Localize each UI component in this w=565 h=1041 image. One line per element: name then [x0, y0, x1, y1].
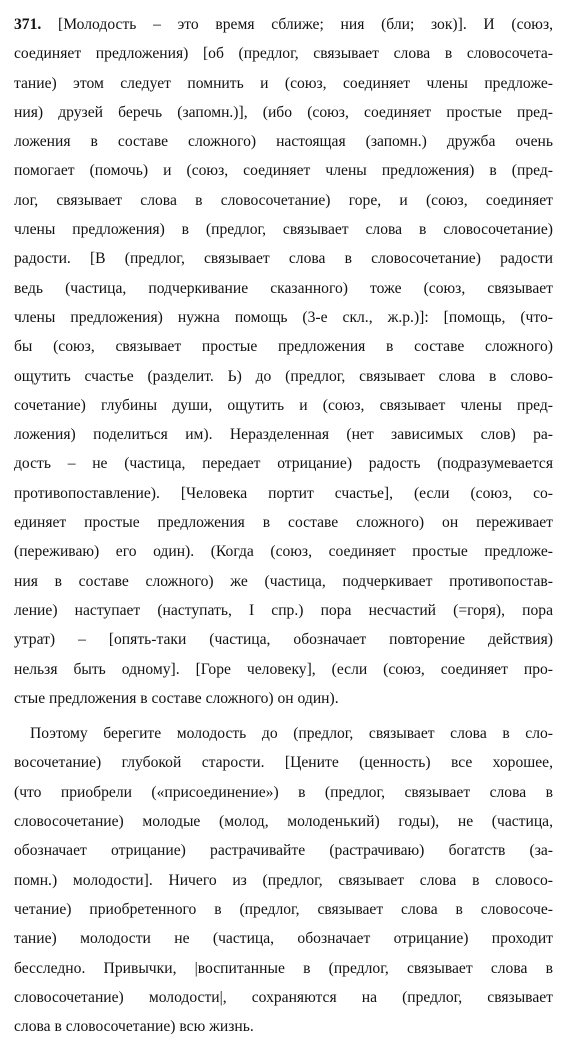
text-line-content: ведь (частица, подчеркивание сказанного) тоже (союз, связывает [14, 279, 553, 297]
text-line-content: сочетание) глубины души, ощутить и (союз, связывает члены пред- [14, 396, 553, 414]
text-line [14, 895, 553, 924]
text-line-content: бы (союз, связывает простые предложения в составе сложного) [14, 338, 553, 356]
text-line-content: члены предложения) нужна помощь (3-е скл., ж.р.)]: [помощь, (что- [14, 308, 553, 326]
text-line [14, 954, 553, 983]
text-line [14, 10, 553, 39]
text-line-content: противопоставление). [Человека портит счастье], (если (союз, со- [14, 484, 553, 502]
text-line-content: лог, связывает слова в словосочетание) горе, и (союз, соединяет [14, 191, 553, 209]
text-line [14, 625, 553, 654]
text-line [14, 508, 553, 537]
text-line [14, 98, 553, 127]
text-line-content: (переживаю) его один). (Когда (союз, соединяет простые предложе- [14, 543, 553, 561]
text-line [14, 836, 553, 865]
exercise-paragraph-1 [14, 10, 553, 713]
text-line [14, 866, 553, 895]
text-line [14, 127, 553, 156]
text-line-content: ложения в составе сложного) настоящая (запомн.) дружба очень [14, 133, 553, 151]
text-line-content: нельзя быть одному]. [Горе человеку], (если (союз, соединяет про- [14, 660, 553, 678]
text-line-content: четание) приобретенного в (предлог, связывает слова в словосоче- [14, 900, 553, 918]
text-line [14, 39, 553, 68]
text-line [14, 778, 553, 807]
exercise-number: 371. [14, 16, 42, 33]
text-line-content: помн.) молодости]. Ничего из (предлог, связывает слова в словосо- [14, 871, 553, 889]
text-line [14, 537, 553, 566]
text-line [14, 924, 553, 953]
text-line [14, 420, 553, 449]
text-line [14, 684, 553, 713]
text-line-content: тание) молодости не (частица, обозначает отрицание) проходит [14, 930, 553, 948]
text-line [14, 244, 553, 273]
text-line [14, 479, 553, 508]
text-line-content: обозначает отрицание) растрачивайте (растрачиваю) богатств (за- [14, 842, 553, 860]
text-line-content: словосочетание) молодые (молод, молоденький) годы), не (частица, [14, 813, 553, 831]
text-line [14, 655, 553, 684]
text-line [14, 391, 553, 420]
text-line-content: ложения) поделиться им). Неразделенная (нет зависимых слов) ра- [14, 426, 553, 444]
text-line [14, 1012, 553, 1041]
text-line [14, 567, 553, 596]
text-line [14, 748, 553, 777]
text-line [14, 69, 553, 98]
text-line-content: соединяет предложения) [об (предлог, связывает слова в словосочета- [14, 45, 553, 63]
text-line [14, 332, 553, 361]
text-line [14, 362, 553, 391]
exercise-paragraph-2 [14, 719, 553, 1041]
text-line-content: утрат) – [опять-таки (частица, обозначает повторение действия) [14, 631, 553, 649]
text-line-content: восочетание) глубокой старости. [Цените (ценность) все хорошее, [14, 754, 553, 772]
text-line-content: дость – не (частица, передает отрицание) радость (подразумевается [14, 455, 553, 473]
text-line [14, 215, 553, 244]
text-line-content: ощутить счастье (разделит. Ь) до (предлог, связывает слова в слово- [14, 367, 553, 385]
text-line-content: стые предложения в составе сложного) он один). [14, 689, 339, 707]
text-line [14, 449, 553, 478]
text-line-content: [Молодость – это время сближе; ния (бли; зок)]. И (союз, [58, 16, 553, 33]
text-line-content: ния) друзей беречь (запомн.)], (ибо (союз, соединяет простые пред- [14, 103, 553, 121]
text-line-content: словосочетание) молодости|, сохраняются на (предлог, связывает [14, 988, 553, 1006]
text-line-content: тание) этом следует помнить и (союз, соединяет члены предложе- [14, 74, 553, 92]
text-line-content: ния в составе сложного) же (частица, подчеркивает противопостав- [14, 572, 553, 590]
text-line-content: ление) наступает (наступать, I спр.) пора несчастий (=горя), пора [14, 601, 553, 619]
text-line [14, 807, 553, 836]
text-line [14, 156, 553, 185]
text-line-content: (что приобрели («присоединение») в (предлог, связывает слова в [14, 783, 553, 801]
text-line-content: члены предложения) в (предлог, связывает слова в словосочетание) [14, 221, 553, 239]
text-line-content: единяет простые предложения в составе сложного) он переживает [14, 514, 553, 532]
text-line [14, 983, 553, 1012]
text-line [14, 274, 553, 303]
text-line [14, 303, 553, 332]
text-line-content: бесследно. Привычки, |воспитанные в (предлог, связывает слова в [14, 959, 553, 977]
text-line [14, 719, 553, 748]
text-line-content: радости. [В (предлог, связывает слова в словосочетание) радости [14, 250, 553, 268]
text-line-content: помогает (помочь) и (союз, соединяет члены предложения) в (пред- [14, 162, 553, 180]
text-line-content: слова в словосочетание) всю жизнь. [14, 1018, 254, 1036]
text-line [14, 596, 553, 625]
text-line [14, 186, 553, 215]
text-line-content: Поэтому берегите молодость до (предлог, связывает слова в сло- [30, 725, 553, 743]
